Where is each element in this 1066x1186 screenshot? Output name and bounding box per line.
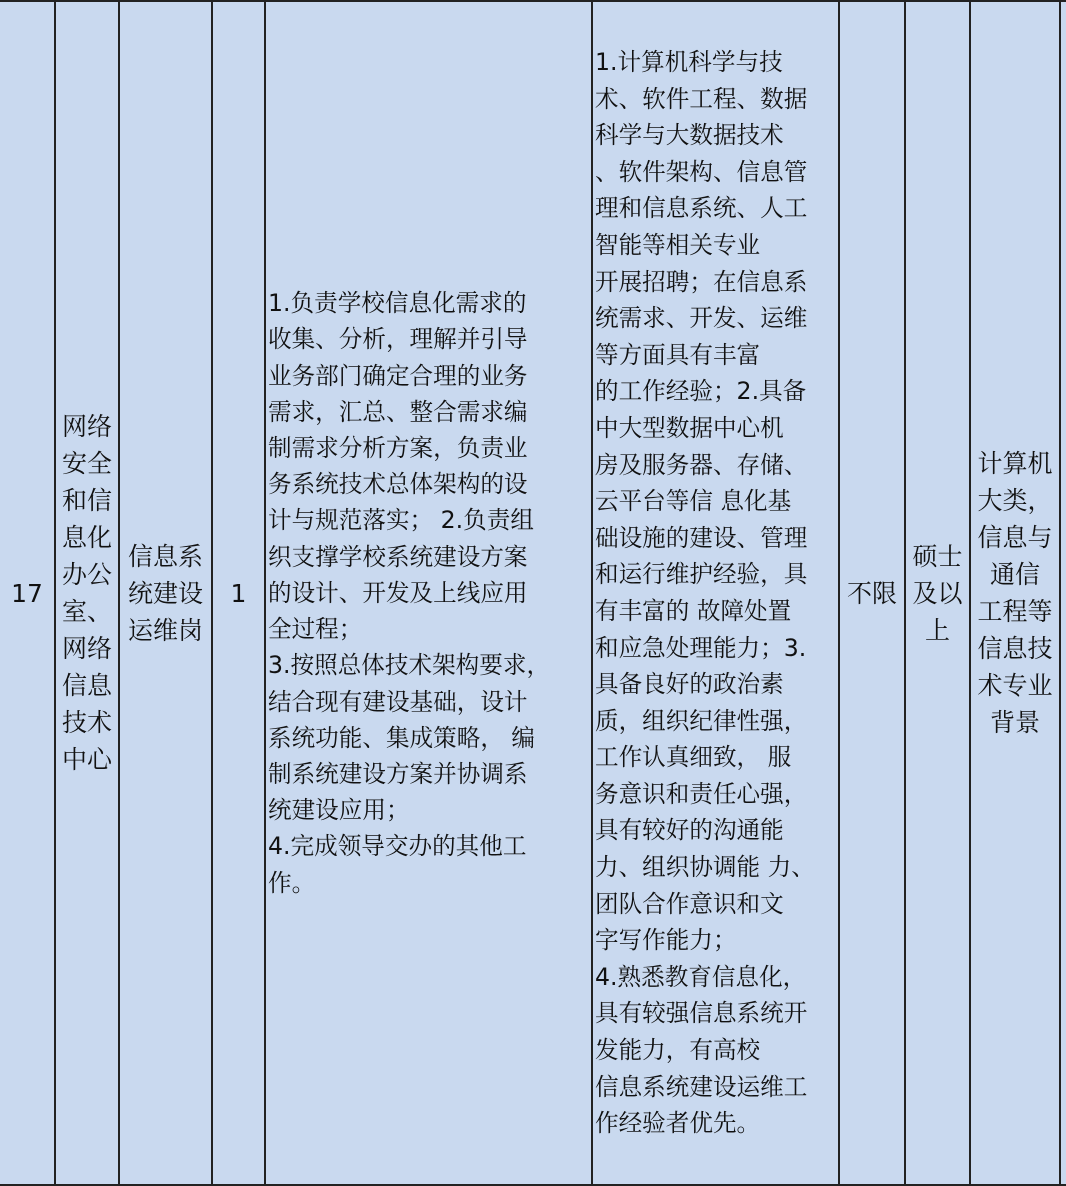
duties-cell xyxy=(264,2,591,1184)
age-text: 不限 xyxy=(846,578,897,608)
degree-text: 硕士 及以 上 xyxy=(912,541,963,645)
count-text: 1 xyxy=(230,578,247,608)
position-cell xyxy=(118,2,211,1184)
position-text: 信息系 统建设 运维岗 xyxy=(127,541,203,645)
department-cell xyxy=(54,2,118,1184)
duties-text: 1.负责学校信息化需求的 收集、分析，理解并引导 业务部门确定合理的业务 需求，汇总、整合需求编 制需求分析方案，负责业 务系统技术总体架构的设 计与规范落实； 2.负责组 织支撑学校系统建设方案 的设计、开发及上线应用 全过程； 3.按照总体技术架构要求， 结合现有建设基础，设计 系统功能、集成策略， 编 制系统建设方案并协调系 统建设应用； 4.完成领导交办的其他工 作。 xyxy=(268,289,551,897)
major-cell xyxy=(969,2,1061,1184)
degree-cell xyxy=(904,2,969,1184)
major-text: 计算机 大类， 信息与 通信 工程等 信息技 术专业 背景 xyxy=(977,449,1053,737)
index-cell xyxy=(0,2,54,1184)
count-cell xyxy=(211,2,264,1184)
department-text: 网络 安全 和信 息化 办公 室、 网络 信息 技术 中心 xyxy=(61,412,112,774)
row-number: 17 xyxy=(11,578,43,608)
requirements-text: 1.计算机科学与技 术、软件工程、数据 科学与大数据技术 、软件架构、信息管 理和信息系统、人工 智能等相关专业 开展招聘；在信息系 统需求、开发、运维 等方面具有丰富 的工作经验；2.具备 中大型数据中心机 房及服务器、存储、 云平台等信 息化基 础设施的建设、管理 和运行维护经验，具 有丰富的 故障处置 和应急处理能力；3. 具备良好的政治素 质，组织纪律性强， 工作认真细致， 服 务意识和责任心强， 具有较好的沟通能 力、组织协调能 力、 团队合作意识和文 字写作能力； 4.熟悉教育信息化， 具有较强信息系统开 发能力，有高校 信息系统建设运维工 作经验者优先。 xyxy=(595,48,815,1138)
requirements-cell xyxy=(591,2,838,1184)
age-cell xyxy=(838,2,904,1184)
